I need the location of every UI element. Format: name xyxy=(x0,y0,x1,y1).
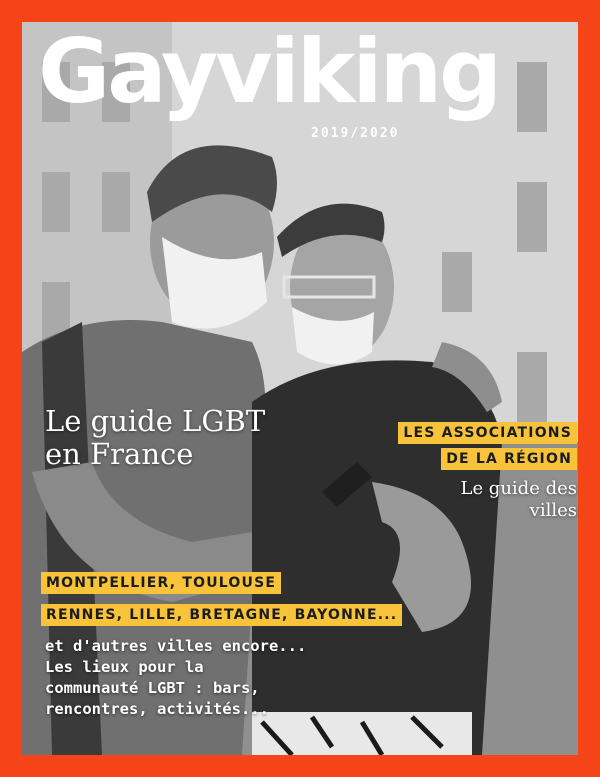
cities-tag: RENNES, LILLE, BRETAGNE, BAYONNE... xyxy=(41,604,402,626)
cities-guide-line: Le guide des xyxy=(460,478,577,499)
associations-tag: DE LA RÉGION xyxy=(441,448,577,470)
associations-tag: LES ASSOCIATIONS xyxy=(398,422,577,444)
cover-headline xyxy=(45,405,305,471)
body-line: rencontres, activités... xyxy=(45,700,269,718)
cover-body-text xyxy=(45,636,315,720)
cities-guide-line: villes xyxy=(529,500,577,521)
headline-line: Le guide LGBT xyxy=(45,404,266,438)
issue-year: 2019/2020 xyxy=(311,126,400,141)
body-line: et d'autres villes encore... xyxy=(45,637,307,655)
associations-tags xyxy=(398,422,577,474)
cities-tag: MONTPELLIER, TOULOUSE xyxy=(41,572,281,594)
headline-line: en France xyxy=(45,437,194,471)
cities-tags xyxy=(41,572,402,636)
body-line: Les lieux pour la xyxy=(45,658,204,676)
body-line: communauté LGBT : bars, xyxy=(45,679,260,697)
magazine-title: Gayviking xyxy=(38,20,500,123)
cities-guide-text xyxy=(407,478,577,522)
